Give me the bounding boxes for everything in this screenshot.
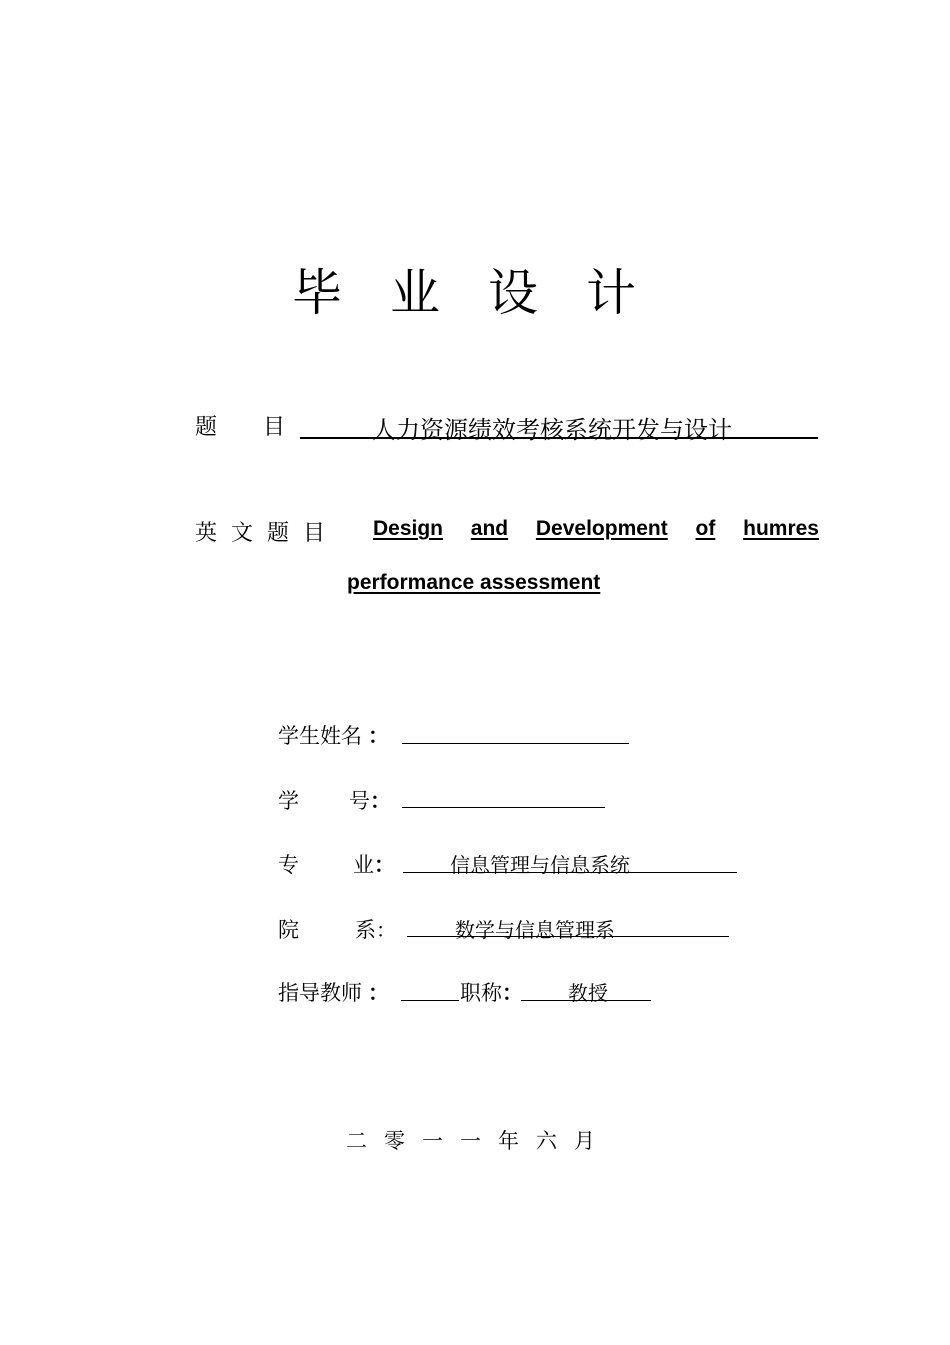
english-title-label: 英文题目 [195, 521, 340, 546]
major-label-char-1: 专 [278, 853, 299, 877]
topic-label-char-1: 题 [195, 415, 218, 440]
student-name-label: 学生姓名 [278, 724, 362, 748]
date: 二零一一年六月 [346, 1129, 612, 1153]
english-title-word: Development [535, 517, 668, 540]
student-name-line [402, 743, 629, 744]
department-row [278, 914, 396, 944]
department-value: 数学与信息管理系 [455, 918, 615, 942]
advisor-row [278, 977, 389, 1007]
major-row [278, 849, 395, 879]
english-title-word: and [470, 517, 509, 540]
advisor-label: 指导教师 [278, 981, 362, 1005]
colon: ： [376, 918, 396, 942]
major-value: 信息管理与信息系统 [450, 853, 630, 877]
title-value: 教授 [568, 981, 608, 1005]
topic-label-char-2: 目 [262, 415, 285, 440]
title-label: 职称 [460, 981, 502, 1005]
colon: ： [368, 981, 389, 1005]
english-title-line-1 [331, 517, 819, 541]
student-id-label-char-1: 学 [278, 789, 299, 813]
colon: ： [502, 981, 523, 1005]
english-title-word: Design [373, 517, 444, 540]
english-title-word: of [695, 517, 716, 540]
department-label-char-1: 院 [278, 918, 299, 942]
english-title-word: humres [743, 517, 819, 540]
page-title: 毕业设计 [292, 264, 684, 322]
student-id-line [402, 807, 605, 808]
topic-chinese: 人力资源绩效考核系统开发与设计 [372, 416, 732, 444]
colon: ： [374, 853, 395, 877]
colon: ： [370, 789, 391, 813]
advisor-line [401, 1000, 459, 1001]
student-name-row [278, 720, 389, 750]
english-title-line-2: performance assessment [347, 571, 601, 594]
title-row [460, 977, 523, 1007]
department-label-char-2: 系 [355, 918, 376, 942]
student-id-label-char-2: 号 [349, 789, 370, 813]
colon: ： [368, 724, 389, 748]
topic-label [195, 410, 285, 441]
major-label-char-2: 业 [353, 853, 374, 877]
student-id-row [278, 785, 391, 815]
